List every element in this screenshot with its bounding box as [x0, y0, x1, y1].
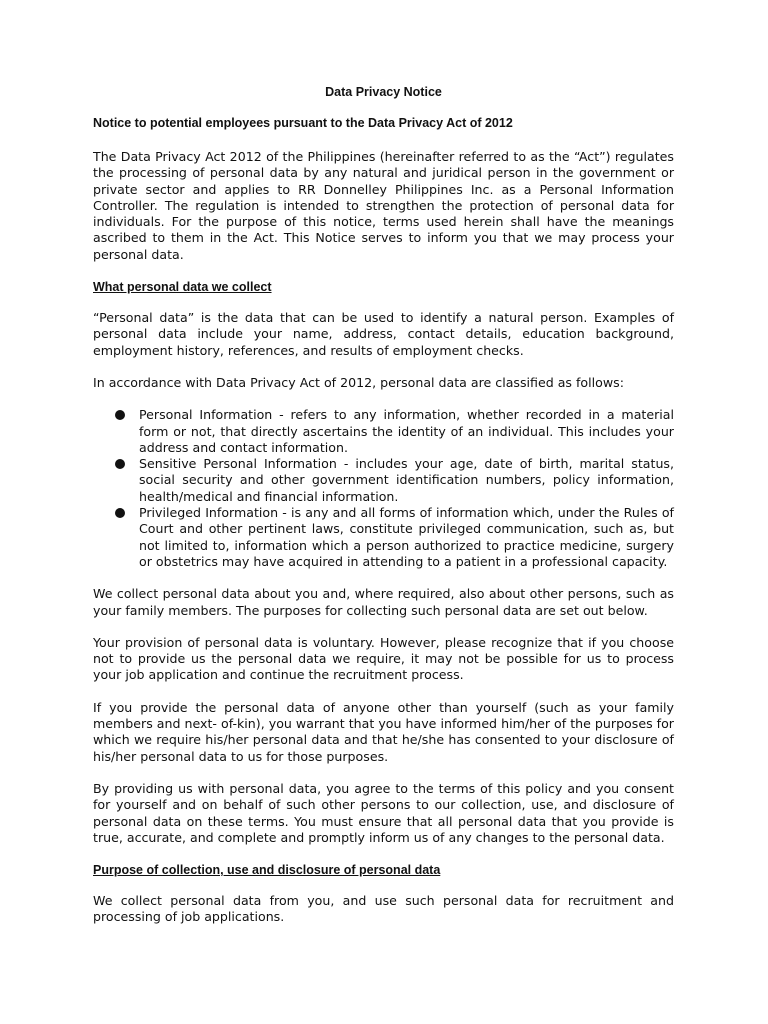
paragraph-voluntary: Your provision of personal data is voluntary. However, please recognize that if you choose not to provide us the personal data we require, it may not be possible for us to process your job application and continue the recruitment process.	[93, 634, 674, 683]
list-item	[93, 407, 674, 456]
bullet-icon	[115, 459, 125, 469]
classification-list	[93, 407, 674, 570]
bullet-icon	[115, 410, 125, 420]
paragraph-third-party: If you provide the personal data of anyone other than yourself (such as your family members and next- of-kin), you warrant that you have informed him/her of the purposes for which we require his/her personal data and that he/she has consented to your disclosure of his/her personal data to us for those purposes.	[93, 699, 674, 764]
list-item-text: Sensitive Personal Information - includes your age, date of birth, marital status, social security and other government identification numbers, policy information, health/medical and financial information.	[139, 456, 674, 504]
bullet-icon	[115, 508, 125, 518]
list-item-text: Personal Information - refers to any information, whether recorded in a material form or not, that directly ascertains the identity of an individual. This includes your address and contact information.	[139, 407, 674, 455]
list-item	[93, 505, 674, 570]
section-heading-purpose: Purpose of collection, use and disclosure of personal data	[93, 863, 441, 878]
paragraph-classification: In accordance with Data Privacy Act of 2012, personal data are classified as follows:	[93, 374, 624, 390]
intro-paragraph: The Data Privacy Act 2012 of the Philippines (hereinafter referred to as the “Act”) regulates the processing of personal data by any natural and juridical person in the government or private sector and applies to RR Donnelley Philippines Inc. as a Personal Information Controller. The regulation is intended to strengthen the protection of personal data for individuals. For the purpose of this notice, terms used herein shall have the meanings ascribed to them in the Act. This Notice serves to inform you that we may process your personal data.	[93, 149, 674, 262]
list-item	[93, 456, 674, 505]
document-subtitle: Notice to potential employees pursuant to the Data Privacy Act of 2012	[93, 116, 513, 130]
document-title: Data Privacy Notice	[325, 85, 442, 99]
paragraph-definition: “Personal data” is the data that can be used to identify a natural person. Examples of personal data include your name, address, contact details, education background, employment history, references, and results of employment checks.	[93, 310, 674, 358]
paragraph-purpose: We collect personal data from you, and use such personal data for recruitment and processing of job applications.	[93, 893, 674, 925]
paragraph-collection-scope: We collect personal data about you and, where required, also about other persons, such as your family members. The purposes for collecting such personal data are set out below.	[93, 586, 674, 618]
paragraph-consent: By providing us with personal data, you agree to the terms of this policy and you consent for yourself and on behalf of such other persons to our collection, use, and disclosure of personal data on these terms. You must ensure that all personal data that you provide is true, accurate, and complete and promptly inform us of any changes to the personal data.	[93, 780, 674, 845]
section-heading-personal-data: What personal data we collect	[93, 280, 272, 295]
list-item-text: Privileged Information - is any and all forms of information which, under the Rules of Court and other pertinent laws, constitute privileged communication, such as, but not limited to, information which a person authorized to practice medicine, surgery or obstetrics may have acquired in attending to a patient in a professional capacity.	[139, 505, 674, 569]
